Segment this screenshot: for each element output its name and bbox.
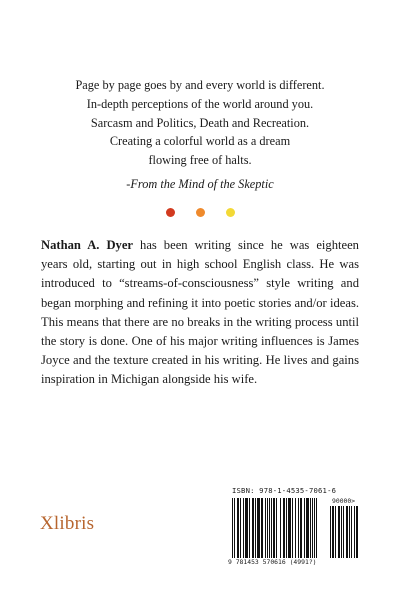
- isbn-barcode: [228, 486, 364, 571]
- barcode-bar: [356, 506, 358, 558]
- bio-line: began morphing and refining it into poetic stories and/or ideas.: [41, 295, 359, 310]
- blurb-line: Sarcasm and Politics, Death and Recreation.: [90, 115, 310, 130]
- ean-number: 9 781453 570616: [228, 558, 286, 566]
- ean-bars: [232, 498, 324, 558]
- bio-line: Joyce and the texture created in his writing. He lives and gains: [41, 353, 359, 368]
- yellow-dot: [226, 208, 235, 217]
- blurb: [20, 76, 380, 170]
- barcode-bar: [316, 498, 317, 558]
- isbn-label: ISBN: 978-1-4535-7061-6: [232, 486, 337, 495]
- addon-bars: [330, 506, 362, 558]
- red-dot: [166, 208, 175, 217]
- blurb-line: Page by page goes by and every world is different.: [75, 78, 325, 92]
- author-name: Nathan A. Dyer: [41, 238, 134, 252]
- decorative-dots: [0, 208, 400, 217]
- publisher-logo: Xlibris: [40, 513, 95, 534]
- blurb-line: flowing free of halts.: [148, 153, 252, 168]
- ean-digits: [228, 558, 317, 566]
- orange-dot: [196, 208, 205, 217]
- addon-label: 90000>: [332, 497, 356, 505]
- bio-first-line-rest: has been writing since he was eighteen: [133, 238, 359, 252]
- bio-line: inspiration in Michigan alongside his wife.: [41, 372, 258, 387]
- addon-number: (4991?): [289, 558, 317, 566]
- bio-line: introduced to “streams-of-consciousness” style writing and: [41, 276, 359, 291]
- blurb-line: In-depth perceptions of the world around you.: [86, 96, 314, 111]
- bio-first-line: [41, 236, 359, 255]
- author-bio: [41, 236, 359, 390]
- bio-line: the story is done. One of his major writing influences is James: [41, 334, 359, 349]
- blurb-attribution: -From the Mind of the Skeptic: [126, 177, 274, 191]
- bio-line: This means that there are no breaks in the writing process until: [41, 314, 359, 329]
- bio-line: years old, starting out in high school English class. He was: [41, 257, 359, 272]
- blurb-line: Creating a colorful world as a dream: [109, 134, 291, 149]
